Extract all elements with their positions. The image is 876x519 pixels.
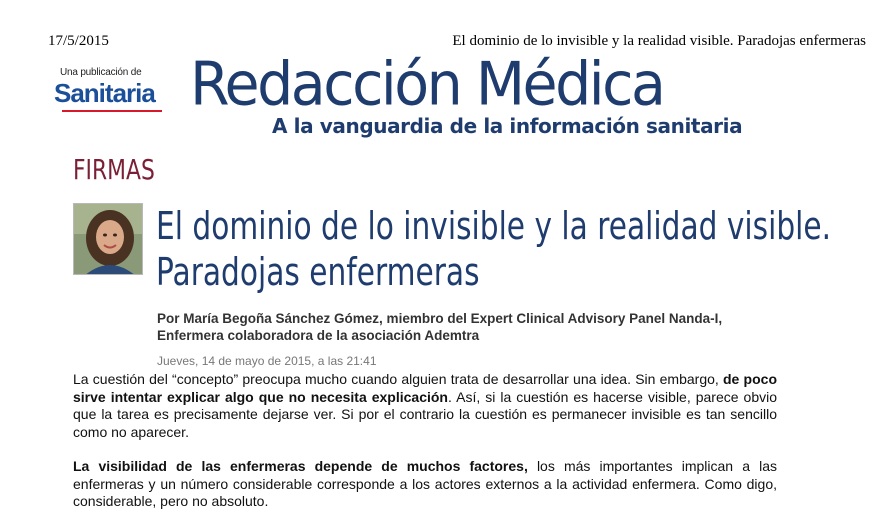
masthead bbox=[0, 50, 876, 148]
article-paragraph bbox=[73, 371, 777, 441]
sanitaria-logo[interactable] bbox=[54, 78, 155, 109]
author-photo bbox=[74, 204, 143, 275]
print-date: 17/5/2015 bbox=[48, 33, 109, 49]
sanitaria-logo-underline bbox=[62, 110, 162, 112]
paragraph-text: los más importantes implican a las enfermeras y un número considerable corresponde a los actores externos a la actividad enfermera. Como digo, considerable, pero no absoluto. bbox=[73, 458, 777, 509]
sanitaria-logo-text: Sanitaria bbox=[54, 78, 155, 108]
article-title-line-2: Paradojas enfermeras bbox=[156, 250, 480, 294]
article-title-line-1: El dominio de lo invisible y la realidad visible. bbox=[156, 204, 832, 248]
article-body bbox=[73, 371, 777, 511]
paragraph-bold-text: de poco sirve intentar explicar algo que no necesita explicación bbox=[73, 371, 777, 405]
print-page-title: El dominio de lo invisible y la realidad visible. Paradojas enfermeras bbox=[452, 33, 866, 49]
article-paragraph bbox=[73, 458, 777, 511]
article-title bbox=[156, 203, 832, 295]
publication-label: Una publicación de bbox=[60, 67, 142, 78]
author-avatar bbox=[73, 203, 143, 275]
paragraph-bold-text: La visibilidad de las enfermeras depende de muchos factores, bbox=[73, 458, 528, 474]
paragraph-text: . Así, si la cuestión es hacerse visible, parece obvio que la tarea es precisamente dejarse ver. Si por el contrario la cuestión es permanecer invisible es tan sencillo como no aparecer. bbox=[73, 388, 778, 440]
print-header bbox=[0, 33, 876, 51]
brand-logo[interactable]: Redacción Médica bbox=[190, 50, 664, 120]
brand-tagline: A la vanguardia de la información sanitaria bbox=[272, 114, 743, 138]
paragraph-text: La cuestión del “concepto” preocupa mucho cuando alguien trata de desarrollar una idea. Sin embargo, bbox=[73, 371, 723, 387]
article-dateline: Jueves, 14 de mayo de 2015, a las 21:41 bbox=[157, 354, 377, 368]
section-label[interactable]: FIRMAS bbox=[73, 153, 155, 186]
article-byline: Por María Begoña Sánchez Gómez, miembro del Expert Clinical Advisory Panel Nanda-I, Enfermera colaboradora de la asociación Ademtra bbox=[157, 311, 723, 343]
